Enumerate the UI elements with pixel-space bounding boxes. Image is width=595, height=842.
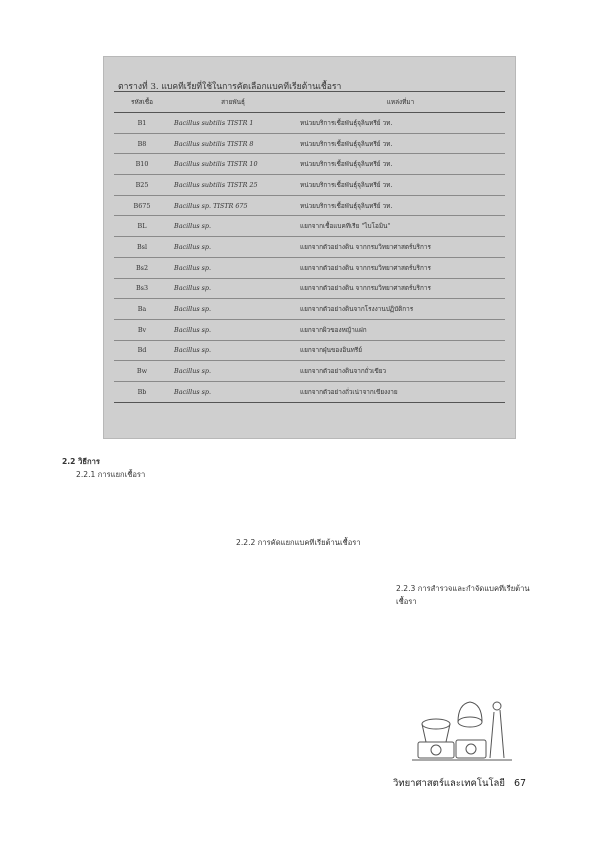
cell-code: Bs3 — [114, 278, 170, 299]
cell-source: หน่วยบริการเชื้อพันธุ์จุลินทรีย์ วท. — [296, 195, 505, 216]
cell-strain: Bacillus sp. — [170, 257, 296, 278]
cell-strain: Bacillus sp. — [170, 361, 296, 382]
cell-strain: Bacillus sp. — [170, 299, 296, 320]
cell-source: แยกจากตัวอย่างดินจากถั่วเขียว — [296, 361, 505, 382]
cell-strain: Bacillus sp. — [170, 278, 296, 299]
cell-code: B675 — [114, 195, 170, 216]
cell-source: หน่วยบริการเชื้อพันธุ์จุลินทรีย์ วท. — [296, 154, 505, 175]
cell-code: BL — [114, 216, 170, 237]
scale-illustration-icon — [408, 692, 520, 772]
table-row — [114, 361, 505, 382]
body-column-1 — [62, 456, 212, 481]
table-row — [114, 113, 505, 134]
cell-code: Bsl — [114, 237, 170, 258]
table-row — [114, 319, 505, 340]
cell-code: Bb — [114, 381, 170, 402]
table-row — [114, 195, 505, 216]
table-row — [114, 216, 505, 237]
table-row — [114, 133, 505, 154]
body-column-2 — [222, 537, 370, 550]
table-row — [114, 175, 505, 196]
cell-code: B25 — [114, 175, 170, 196]
table-row — [114, 340, 505, 361]
table-row — [114, 237, 505, 258]
cell-strain: Bacillus sp. — [170, 237, 296, 258]
table-row — [114, 381, 505, 402]
cell-source: แยกจากผิวของหญ้าแฝก — [296, 319, 505, 340]
col2-sub-heading: 2.2.2 การคัดแยกแบคทีเรียต้านเชื้อรา — [236, 538, 361, 547]
journal-name: วิทยาศาสตร์และเทคโนโลยี — [393, 778, 505, 789]
cell-strain: Bacillus sp. — [170, 319, 296, 340]
cell-strain: Bacillus sp. — [170, 216, 296, 237]
cell-strain: Bacillus sp. TISTR 675 — [170, 195, 296, 216]
cell-code: Bv — [114, 319, 170, 340]
table-caption: ตารางที่ 3. แบคทีเรียที่ใช้ในการคัดเลือกแบคทีเรียต้านเชื้อรา — [118, 82, 342, 92]
cell-code: Ba — [114, 299, 170, 320]
cell-code: Bs2 — [114, 257, 170, 278]
section-heading: 2.2 วิธีการ — [62, 457, 100, 466]
header-strain: สายพันธุ์ — [170, 92, 296, 113]
table-header-row — [114, 92, 505, 113]
page-number: 67 — [513, 778, 527, 789]
table-row — [114, 299, 505, 320]
cell-code: Bd — [114, 340, 170, 361]
cell-source: หน่วยบริการเชื้อพันธุ์จุลินทรีย์ วท. — [296, 175, 505, 196]
cell-source: แยกจากตัวอย่างดิน จากกรมวิทยาศาสตร์บริการ — [296, 237, 505, 258]
cell-strain: Bacillus subtilis TISTR 10 — [170, 154, 296, 175]
cell-strain: Bacillus sp. — [170, 381, 296, 402]
table-row — [114, 257, 505, 278]
body-column-3 — [382, 583, 532, 608]
cell-code: B10 — [114, 154, 170, 175]
cell-source: แยกจากฝุ่นของอินทรีย์ — [296, 340, 505, 361]
cell-source: แยกจากตัวอย่างดิน จากกรมวิทยาศาสตร์บริการ — [296, 257, 505, 278]
cell-source: หน่วยบริการเชื้อพันธุ์จุลินทรีย์ วท. — [296, 133, 505, 154]
page-footer — [393, 776, 526, 791]
table-row — [114, 278, 505, 299]
cell-code: B8 — [114, 133, 170, 154]
table-row — [114, 154, 505, 175]
cell-source: แยกจากตัวอย่างดินจากโรงงานปฏิบัติการ — [296, 299, 505, 320]
cell-source: แยกจากตัวอย่างดิน จากกรมวิทยาศาสตร์บริการ — [296, 278, 505, 299]
cell-code: Bw — [114, 361, 170, 382]
sub-heading: 2.2.1 การแยกเชื้อรา — [76, 469, 146, 479]
cell-code: B1 — [114, 113, 170, 134]
header-code: รหัสเชื้อ — [114, 92, 170, 113]
col3-sub-heading: 2.2.3 การสำรวจและกำจัดแบคทีเรียต้านเชื้อรา — [396, 584, 530, 606]
cell-strain: Bacillus subtilis TISTR 8 — [170, 133, 296, 154]
cell-source: แยกจากเชื้อแบคทีเรีย "ไบโอมิน" — [296, 216, 505, 237]
header-source: แหล่งที่มา — [296, 92, 505, 113]
cell-strain: Bacillus subtilis TISTR 25 — [170, 175, 296, 196]
bacteria-table — [114, 91, 505, 403]
cell-strain: Bacillus sp. — [170, 340, 296, 361]
cell-source: หน่วยบริการเชื้อพันธุ์จุลินทรีย์ วท. — [296, 113, 505, 134]
cell-source: แยกจากตัวอย่างถั่วเน่าจากเขียงงาย — [296, 381, 505, 402]
cell-strain: Bacillus subtilis TISTR 1 — [170, 113, 296, 134]
